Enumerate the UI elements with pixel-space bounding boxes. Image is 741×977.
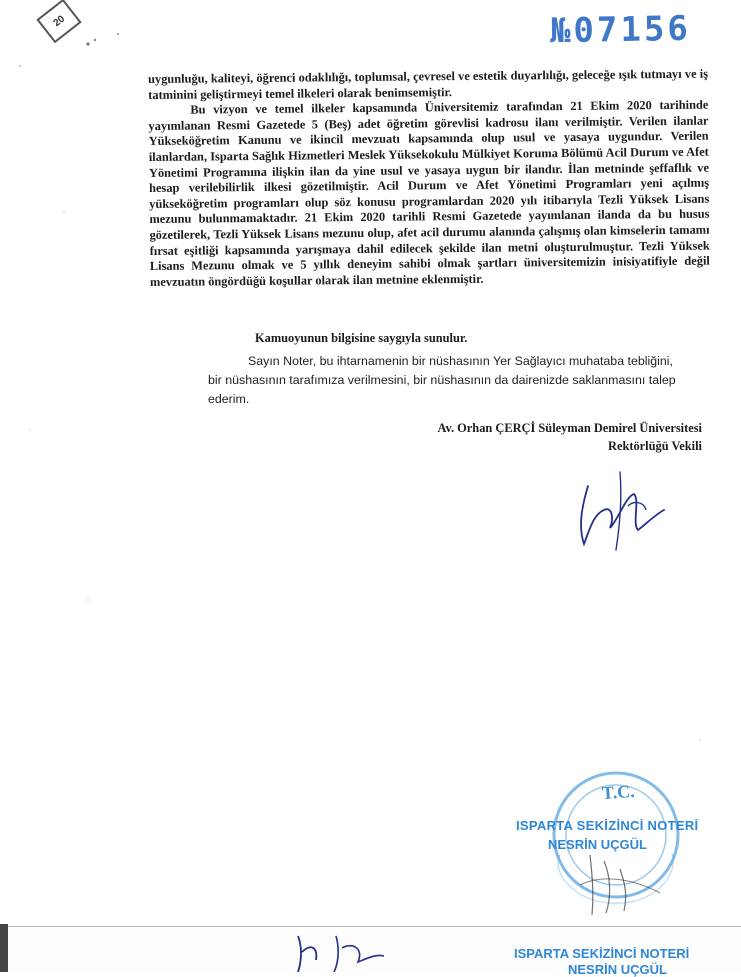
request-paragraph: Sayın Noter, bu ihtarnamenin bir nüshasının Yer Sağlayıcı muhataba tebliğini, bir nüshasının tarafımıza verilmesini, bir nüshasının da dairenizde saklanmasını talep ederim.: [208, 354, 676, 406]
notary-stamp-text: [516, 818, 716, 852]
signatory-name: Av. Orhan ÇERÇİ Süleyman Demirel Üniversitesi: [437, 421, 702, 435]
paragraph-1: uygunluğu, kaliteyi, öğrenci odaklılığı, toplumsal, çevresel ve estetik duyarlılığı, geleceğe ışık tutmayı ve iş tatminini geliştirmeyi temel ilkeleri olarak benimsemiştir.: [148, 66, 709, 102]
body-text: [148, 67, 710, 291]
notary-office: ISPARTA SEKİZİNCİ NOTERİ: [516, 818, 699, 833]
signatory-title: Rektörlüğü Vekili: [608, 439, 702, 453]
notary-name: NESRİN UÇGÜL: [548, 837, 647, 852]
handwritten-signature: [560, 466, 680, 556]
signatory-block: [402, 419, 702, 455]
page-number-box: 20: [36, 0, 81, 43]
closing-line: Kamuoyunun bilgisine saygıyla sunulur.: [255, 331, 468, 345]
notary-name-bottom: NESRİN UÇGÜL: [568, 962, 667, 977]
seal-emblem: T.C.: [601, 780, 636, 804]
paragraph-2: Bu vizyon ve temel ilkeler kapsamında Üniversitemiz tarafından 21 Ekim 2020 tarihinde yayımlanan Resmi Gazetede 5 (Beş) adet öğretim görevlisi kadrosu ilanı verilmiştir. Verilen ilanlar Yükseköğretim Kanunu ve ikincil mevzuatı kapsamında olup usul ve yasaya uygundur. Verilen ilanlardan, Isparta Sağlık Hizmetleri Meslek Yüksekokulu Mülkiyet Koruma Bölümü Acil Durum ve Afet Yönetimi Programına ilişkin ilan da yine usul ve yasaya uygun bir ilandır. İlan metninde şeffaflık ve hesap verilebilirlik ilkesi gözetilmiştir. Acil Durum ve Afet Yönetimi Programları yeni açılmış yükseköğretim programları olup söz konusu programlardan 2020 yılı itibarıyla Tezli Yüksek Lisans mezunu bulunmamaktadır. 21 Ekim 2020 tarihli Resmi Gazetede yayımlanan ilanda da bu husus gözetilerek, Tezli Yüksek Lisans mezunu olup, afet acil durumu alanında çalışmış olan kimselerin tamamı fırsat eşitliği kapsamında yarışmaya dahil edilecek şekilde ilan metni oluşturulmuştur. Tezli Yüksek Lisans Mezunu olmak ve 5 yıllık deneyim sahibi olmak şartları üniversitemizin inisiyatifiyle değil mevzuatın öngördüğü koşullar olarak ilan metnine eklenmiştir.: [148, 97, 710, 289]
request-block: [208, 352, 678, 409]
bottom-signature: [288, 930, 408, 972]
document-number-stamp: №07156: [549, 8, 692, 52]
notary-office-bottom: ISPARTA SEKİZİNCİ NOTERİ: [514, 946, 690, 961]
scan-edge: [0, 924, 8, 972]
